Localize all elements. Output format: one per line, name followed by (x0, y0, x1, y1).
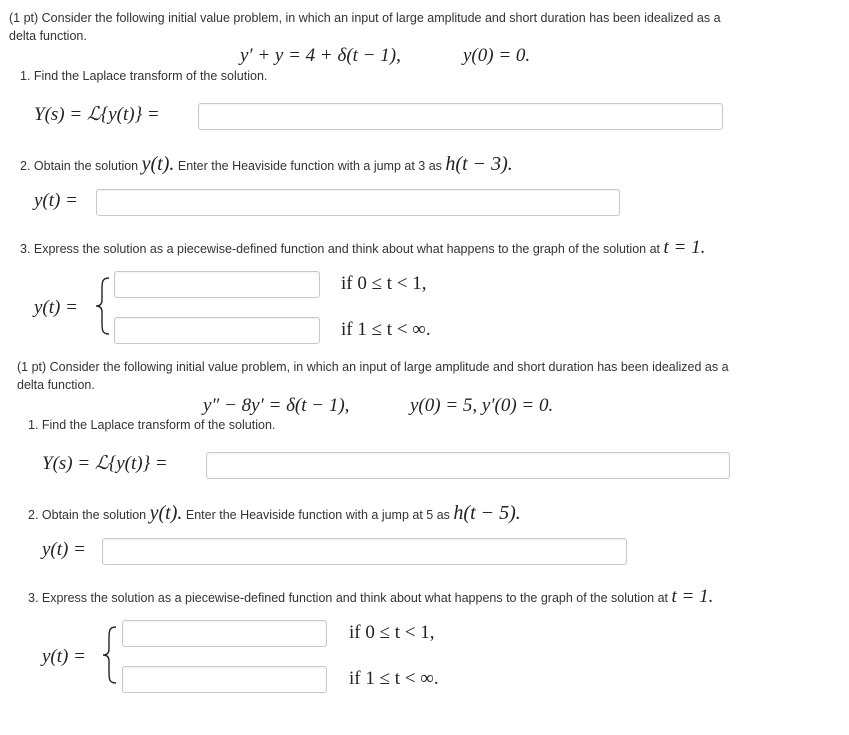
problem-intro-line2: delta function. (17, 378, 95, 392)
piece2-condition: if 1 ≤ t < ∞. (341, 319, 431, 340)
solution-lhs: y(t) = (34, 190, 78, 211)
part2-mid-text: Enter the Heaviside function with a jump at 3 as (177, 159, 442, 173)
laplace-lhs: Y(s) = ℒ{y(t)} = (34, 104, 160, 125)
part3-t: t = 1. (671, 586, 714, 607)
part2-yt: y(t). (141, 153, 175, 175)
part3-label-text: 3. Express the solution as a piecewise-defined function and think about what happens to the graph of the solution at (20, 242, 661, 256)
part1-label: 1. Find the Laplace transform of the solution. (20, 69, 268, 83)
problem-intro-line1: (1 pt) Consider the following initial value problem, in which an input of large amplitude and short duration has been idealized as a (9, 11, 721, 25)
ivp-equation: y′ + y = 4 + δ(t − 1), (240, 45, 401, 66)
piece2-condition: if 1 ≤ t < ∞. (349, 668, 439, 689)
piece1-input[interactable] (114, 271, 320, 298)
piece1-condition: if 0 ≤ t < 1, (341, 273, 427, 294)
piece2-input[interactable] (114, 317, 320, 344)
piecewise-lhs: y(t) = (34, 297, 78, 318)
part3-label (20, 237, 705, 259)
part3-label-text: 3. Express the solution as a piecewise-defined function and think about what happens to the graph of the solution at (28, 591, 669, 605)
part2-label-text: 2. Obtain the solution (20, 159, 139, 173)
left-brace (94, 276, 112, 336)
initial-condition: y(0) = 0. (463, 45, 531, 66)
piece2-input[interactable] (122, 666, 327, 693)
part3-label (28, 586, 713, 608)
piece1-input[interactable] (122, 620, 327, 647)
part1-label: 1. Find the Laplace transform of the solution. (28, 418, 276, 432)
piece1-condition: if 0 ≤ t < 1, (349, 622, 435, 643)
part2-yt: y(t). (149, 502, 183, 524)
left-brace (101, 625, 119, 685)
piecewise-lhs: y(t) = (42, 646, 86, 667)
laplace-transform-input[interactable] (198, 103, 723, 130)
part2-label (20, 153, 513, 176)
part2-mid-text: Enter the Heaviside function with a jump at 5 as (185, 508, 450, 522)
problem-intro-line1: (1 pt) Consider the following initial value problem, in which an input of large amplitude and short duration has been idealized as a (17, 360, 729, 374)
laplace-transform-input[interactable] (206, 452, 730, 479)
part3-t: t = 1. (663, 237, 706, 258)
part2-heaviside: h(t − 5). (453, 502, 521, 524)
laplace-lhs: Y(s) = ℒ{y(t)} = (42, 453, 168, 474)
initial-condition: y(0) = 5, y′(0) = 0. (410, 395, 554, 416)
solution-lhs: y(t) = (42, 539, 86, 560)
solution-input[interactable] (96, 189, 620, 216)
problem-intro-line2: delta function. (9, 29, 87, 43)
part2-heaviside: h(t − 3). (445, 153, 513, 175)
part2-label-text: 2. Obtain the solution (28, 508, 147, 522)
part2-label (28, 502, 521, 525)
ivp-equation: y″ − 8y′ = δ(t − 1), (203, 395, 350, 416)
solution-input[interactable] (102, 538, 627, 565)
